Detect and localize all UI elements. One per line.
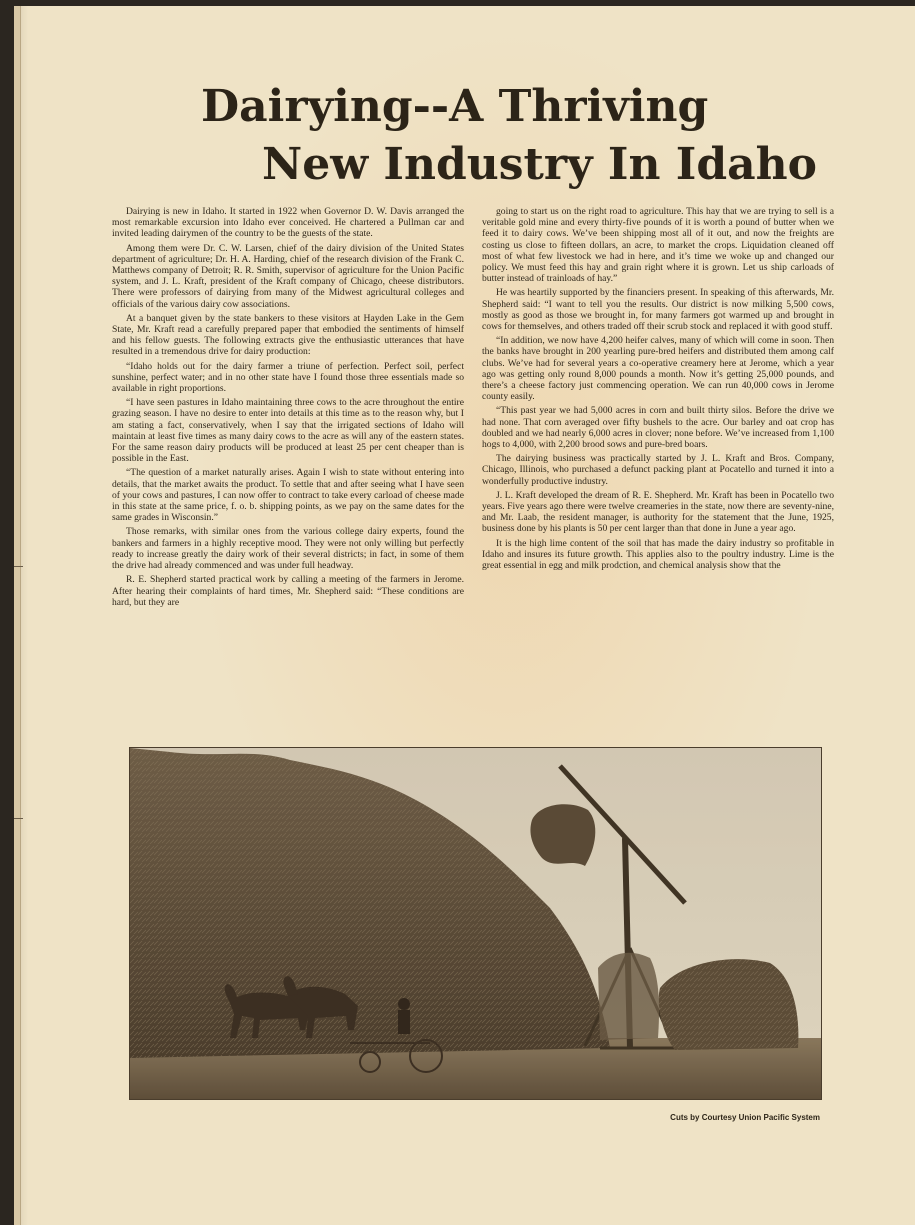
binding-mark bbox=[14, 818, 23, 819]
article-column-left bbox=[112, 206, 464, 611]
paragraph: “Idaho holds out for the dairy farmer a triune of perfection. Perfect soil, perfect sunshine, perfect water; and in no other state have I found those three essentials made so available in right proportions. bbox=[112, 360, 464, 395]
paragraph: Dairying is new in Idaho. It started in 1922 when Governor D. W. Davis arranged the most remarkable excursion into Idaho ever conceived. He chartered a Pullman car and invited leading dairymen of the country to be the guests of the state. bbox=[112, 206, 464, 240]
paragraph: “The question of a market naturally arises. Again I wish to state without entering into details, that the market awaits the product. To settle that and after seeing what I have seen of your cows and pastures, I can now offer to contract to take every carload of cheese made in this state at the same price, f. o. b. shipping points, as we pay on the same dates for the same grades in Wisconsin.” bbox=[112, 467, 464, 524]
paragraph: Among them were Dr. C. W. Larsen, chief of the dairy division of the United States department of agriculture; Dr. H. A. Harding, chief of the research division of the Frank C. Matthews company of Detroit; R. R. Smith, supervisor of agriculture for the Union Pacific system, and J. L. Kraft, president of the Kraft company of Chicago, cheese distributors. There were professors of dairying from many of the Midwest agricultural colleges and officials of the various dairy cow associations. bbox=[112, 242, 464, 310]
article-column-right bbox=[482, 206, 834, 574]
paragraph: “This past year we had 5,000 acres in corn and built thirty silos. Before the drive we had none. That corn averaged over fifty bushels to the acre. Our barley and oat crop has doubled and we had nearly 6,000 acres in clover; none before. We’ve increased from 1,100 hogs to 4,000, with 2,200 brood sows and pure-bred boars. bbox=[482, 405, 834, 451]
magazine-page bbox=[14, 6, 915, 1225]
paragraph: going to start us on the right road to agriculture. This hay that we are trying to sell is a veritable gold mine and every thirty-five pounds of it is worth a pound of butter when we feed it to dairy cows. We’ve been shipping most all of it out, and now the freights are costing us close to fifteen dollars, an acre, to market the crops. Liquidation cleaned off most of what few livestock we had in here, and it’s time we woke up and changed our policy. We must feed this hay and grain right where it is grown. Let us ship carloads of butter instead of trainloads of hay.” bbox=[482, 206, 834, 285]
binding-mark bbox=[14, 566, 23, 567]
photo-caption: Cuts by Courtesy Union Pacific System bbox=[670, 1113, 820, 1122]
paragraph: J. L. Kraft developed the dream of R. E. Shepherd. Mr. Kraft has been in Pocatello two years. Five years ago there were twelve creameries in the state, now there are seventy-nine, and Mr. Laab, the resident manager, is authority for the statement that the June, 1925, business done by his plants is 50 per cent larger than that done in June a year ago. bbox=[482, 489, 834, 535]
haystack-photo bbox=[129, 747, 822, 1100]
paragraph: “I have seen pastures in Idaho maintaining three cows to the acre throughout the entire grazing season. I have no desire to enter into details at this time as to the reason why, but I am stating a fact, conservatively, when I say that the irrigated sections of Idaho will maintain at least five times as many dairy cows to the acre as will any of the eastern states. For the same reason dairy products will be produced at least 25 per cent cheaper than is possible in the East. bbox=[112, 397, 464, 465]
paragraph: The dairying business was practically started by J. L. Kraft and Bros. Company, Chicago, Illinois, who purchased a defunct packing plant at Pocatello and turned it into a wonderfully productive industry. bbox=[482, 453, 834, 487]
paragraph: At a banquet given by the state bankers to these visitors at Hayden Lake in the Gem State, Mr. Kraft read a carefully prepared paper that embodied the sentiments of himself and his fellow guests. The following extracts give the enthusiastic utterances that have resulted in a tremendous drive for dairy production: bbox=[112, 312, 464, 358]
paragraph: It is the high lime content of the soil that has made the dairy industry so profitable in Idaho and insures its future growth. This applies also to the poultry industry. Lime is the great essential in egg and milk prodction, and chemical analysis show that the bbox=[482, 537, 834, 572]
haystack-photo-illustration bbox=[130, 748, 821, 1099]
headline-line-2: New Industry In Idaho bbox=[262, 139, 817, 190]
paragraph: He was heartily supported by the financiers present. In speaking of this afterwards, Mr. Shepherd said: “I want to tell you the results. Our district is now milking 5,500 cows, mostly as good as those we brought in, for many farmers got warmed up and brought in cows for themselves, and others traded off their scrub stock and replaced it with good stuff. bbox=[482, 287, 834, 333]
paragraph: R. E. Shepherd started practical work by calling a meeting of the farmers in Jerome. After hearing their complaints of hard times, Mr. Shepherd said: “These conditions are hard, but they are bbox=[112, 574, 464, 608]
headline-line-1: Dairying--A Thriving bbox=[201, 81, 709, 132]
paragraph: “In addition, we now have 4,200 heifer calves, many of which will come in soon. Then the banks have brought in 200 yearling pure-bred heifers and distributed them among calf clubs. We’ve had for several years a co-operative creamery here at Jerome, which a year ago was getting only round 8,000 pounds a month. Now it’s getting 25,000 pounds, and there’s a cheese factory just commencing operation. We can run 40,000 cows in Jerome county easily. bbox=[482, 335, 834, 403]
paragraph: Those remarks, with similar ones from the various college dairy experts, found the bankers and farmers in a highly receptive mood. They were not only willing but perfectly ready to increase greatly the dairy work of their several districts; in fact, in some of them the drive had already commenced and was under full headway. bbox=[112, 526, 464, 572]
page-binding-edge bbox=[14, 6, 21, 1225]
